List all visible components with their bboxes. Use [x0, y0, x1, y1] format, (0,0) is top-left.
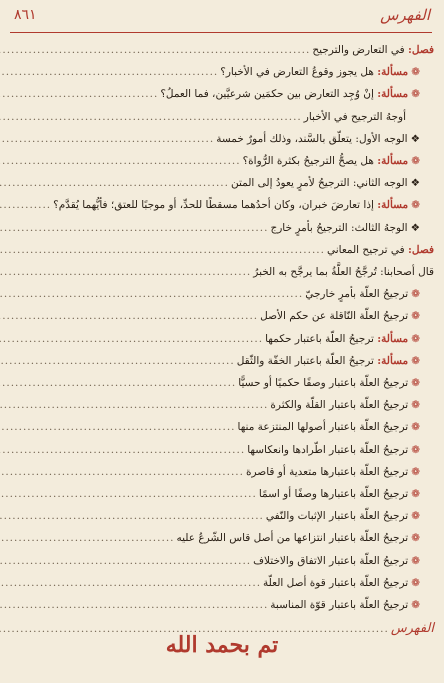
flower-bullet-icon: ❁	[411, 66, 420, 79]
toc-entry-text	[270, 595, 420, 615]
dot-leader	[0, 351, 235, 371]
toc-entry	[10, 506, 434, 526]
toc-entry-text	[305, 284, 420, 304]
toc-entry-text	[238, 373, 420, 393]
dot-leader	[0, 107, 302, 127]
toc-entry-title: ترجيحُ العلّة باعتبار اطّرادها وانعكاسها	[247, 443, 409, 456]
toc-entry-text	[265, 329, 420, 349]
toc-entry	[10, 395, 434, 415]
dot-leader	[0, 573, 261, 593]
dot-leader	[0, 595, 268, 615]
toc-entry-text	[247, 440, 420, 460]
toc-entry-text	[263, 573, 420, 593]
dot-leader	[0, 84, 158, 104]
toc-entry	[10, 129, 434, 149]
toc-entry-title: إذا تعارضَ خبران، وكان أحدُهما مسقطًا للحدِّ، أو موجبًا للعتق؛ فأيُّهما يُقدَّم؟	[53, 199, 374, 212]
toc-entry	[10, 240, 434, 260]
toc-entry	[10, 417, 434, 437]
toc-entry-title: في ترجيح المعاني	[326, 243, 405, 256]
toc-entry	[10, 218, 434, 238]
toc-entry-title: ترجيحُ العلّة باعتبار انتزاعها من أصل قاس الشّرعُ عليه	[176, 532, 409, 545]
flower-bullet-icon: ❁	[411, 443, 420, 456]
toc-entry-prefix: مسألة:	[377, 199, 409, 212]
dot-leader	[0, 262, 251, 282]
flower-bullet-icon: ❁	[411, 288, 420, 301]
toc-entry-text	[270, 218, 420, 238]
toc-entry-text	[253, 551, 420, 571]
diamond-bullet-icon: ❖	[410, 132, 420, 145]
toc-entry-title: ترجيحُ العلّة باعتبار الإثبات والنّفي	[265, 510, 409, 523]
toc-entry-title: ترجيحُ العلّة باعتبار الخفّة والثّقل	[236, 354, 374, 367]
toc-entry-text	[253, 262, 434, 282]
toc-entry-text	[327, 240, 434, 260]
dot-leader	[0, 129, 214, 149]
toc-entry	[10, 151, 434, 171]
flower-bullet-icon: ❁	[411, 599, 420, 611]
dot-leader	[0, 329, 263, 349]
toc-entry-title: ترجيحُ العلّة باعتبارها متعدية أو قاصرة	[245, 465, 409, 478]
toc-entry	[10, 284, 434, 304]
dot-leader	[0, 506, 264, 526]
dot-leader	[0, 240, 325, 260]
dot-leader	[0, 440, 245, 460]
toc-entry	[10, 107, 434, 127]
flower-bullet-icon: ❁	[411, 510, 420, 523]
toc-entry-text	[266, 506, 420, 526]
toc-entry-title: ترجيحُ العلّة باعتبارها وصفًا أو اسمًا	[258, 488, 409, 500]
toc-entry-title: هل يصحُّ الترجيحُ بكثرة الرُّواة؟	[242, 155, 374, 167]
toc-entry-title: ترجيحُ العلّة باعتبار حكمها	[265, 332, 374, 345]
toc-entry-title: في التعارض والترجيح	[312, 44, 405, 56]
toc-entry-title: ترجيحُ العلّة باعتبار القلّة والكثرة	[270, 399, 409, 412]
toc-entry-prefix: مسألة:	[377, 155, 409, 167]
toc-entry-title: ترجيحُ العلّة باعتبار الاتفاق والاختلاف	[253, 554, 409, 567]
toc-entry-text	[238, 417, 420, 437]
toc-entry-prefix: فصل:	[408, 243, 434, 256]
dot-leader	[0, 173, 229, 193]
running-title: الفهرس	[380, 6, 430, 24]
toc-entry	[10, 351, 434, 371]
dot-leader	[0, 40, 310, 60]
toc-entry-title: الوجهُ الثالث: الترجيحُ بأمرٍ خارج	[270, 221, 408, 234]
dot-leader	[0, 528, 175, 548]
toc-entry-title: هل يجوز وقوعُ التعارض في الأخبار؟	[220, 66, 374, 79]
dot-leader	[0, 484, 257, 504]
toc-entry-text	[160, 84, 420, 104]
toc-entry-text	[312, 40, 434, 60]
dot-leader	[0, 284, 303, 304]
dot-leader	[0, 551, 251, 571]
toc-entry-text	[177, 528, 421, 548]
toc-entry-title: ترجيحُ العلّة بأمرٍ خارجيّ	[305, 288, 409, 301]
flower-bullet-icon: ❁	[411, 310, 420, 323]
toc-entry-text	[243, 151, 420, 171]
toc-entry-title: الوجه الثاني: الترجيحُ لأمرٍ يعودُ إلى المتن	[230, 177, 408, 190]
flower-bullet-icon: ❁	[411, 354, 420, 367]
toc-entry-text	[246, 462, 420, 482]
diamond-bullet-icon: ❖	[410, 177, 420, 190]
toc-entry	[10, 195, 434, 215]
toc-entry-prefix: مسألة:	[377, 354, 409, 367]
dot-leader	[0, 373, 236, 393]
toc-entry	[10, 573, 434, 593]
flower-bullet-icon: ❁	[411, 88, 420, 101]
diamond-bullet-icon: ❖	[410, 221, 420, 234]
toc-entry-text	[260, 306, 420, 326]
toc-entry-prefix: مسألة:	[377, 88, 409, 101]
flower-bullet-icon: ❁	[411, 155, 420, 167]
toc-entry	[10, 40, 434, 60]
flower-bullet-icon: ❁	[411, 377, 420, 389]
page-number: ٨٦١	[14, 7, 37, 23]
toc-entry-title: ترجيحُ العلّة باعتبار قوّة المناسبة	[270, 599, 409, 611]
toc-entry	[10, 84, 434, 104]
toc-entry	[10, 462, 434, 482]
toc-entry	[10, 62, 434, 82]
toc-entry-prefix: مسألة:	[377, 66, 409, 79]
closing-phrase: تم بحمد الله	[165, 632, 279, 658]
toc-entry-prefix: فصل:	[408, 44, 434, 56]
toc-entry-text	[270, 395, 420, 415]
toc-entry-text	[231, 173, 420, 193]
toc-entry-text	[216, 129, 420, 149]
flower-bullet-icon: ❁	[411, 199, 420, 212]
flower-bullet-icon: ❁	[411, 576, 420, 589]
dot-leader	[0, 306, 258, 326]
toc-entry	[10, 173, 434, 193]
toc-entry-text	[259, 484, 420, 504]
dot-leader	[0, 417, 236, 437]
flower-bullet-icon: ❁	[411, 332, 420, 345]
toc-entry	[10, 440, 434, 460]
flower-bullet-icon: ❁	[411, 399, 420, 412]
page-header	[10, 4, 432, 33]
dot-leader	[0, 462, 244, 482]
toc-entry-title: أوجهُ الترجيح في الأخبار	[303, 110, 406, 123]
toc-entry-text	[237, 351, 420, 371]
toc-entry-prefix: مسألة:	[377, 332, 409, 345]
toc-entry	[10, 306, 434, 326]
toc-entry	[10, 262, 434, 282]
toc-entry-title: إنْ وُجِد التعارض بين حكمَين شرعيَّين، فما العملُ؟	[160, 88, 374, 101]
toc-entry-text	[304, 107, 406, 127]
flower-bullet-icon: ❁	[411, 532, 420, 545]
toc-entry	[10, 528, 434, 548]
toc-entry	[10, 484, 434, 504]
toc-entry-title: الوجه الأول: يتعلّق بالسَّند، وذلك أمورٌ خمسة	[216, 132, 408, 145]
dot-leader	[0, 218, 268, 238]
dot-leader	[0, 62, 218, 82]
toc-entry-title: ترجيحُ العلّة باعتبار وصفًا حكميًا أو حسيًّا	[238, 377, 409, 389]
toc-entry-title: ترجيحُ العلّة باعتبار قوة أصل العلّة	[263, 576, 409, 589]
dot-leader	[0, 151, 241, 171]
dot-leader	[0, 395, 268, 415]
dot-leader	[0, 195, 51, 215]
toc-entry-text	[220, 62, 420, 82]
index-title: الفهرس	[390, 621, 434, 637]
flower-bullet-icon: ❁	[411, 488, 420, 500]
toc-entry-title: ترجيحُ العلّة النّاقلة عن حكم الأصل	[260, 310, 409, 323]
toc-entry	[10, 329, 434, 349]
toc-entry-title: قال أصحابنا: تُرجَّحُ العلَّةُ بما يرجَّح به الخبرُ	[253, 266, 434, 278]
toc-entry-title: ترجيحُ العلّة باعتبار أصولها المنتزعة منها	[237, 421, 409, 434]
toc-entry	[10, 595, 434, 615]
toc-entry	[10, 373, 434, 393]
toc-entry-text	[53, 195, 420, 215]
flower-bullet-icon: ❁	[411, 465, 420, 478]
flower-bullet-icon: ❁	[411, 554, 420, 567]
toc-entry	[10, 551, 434, 571]
flower-bullet-icon: ❁	[411, 421, 420, 434]
